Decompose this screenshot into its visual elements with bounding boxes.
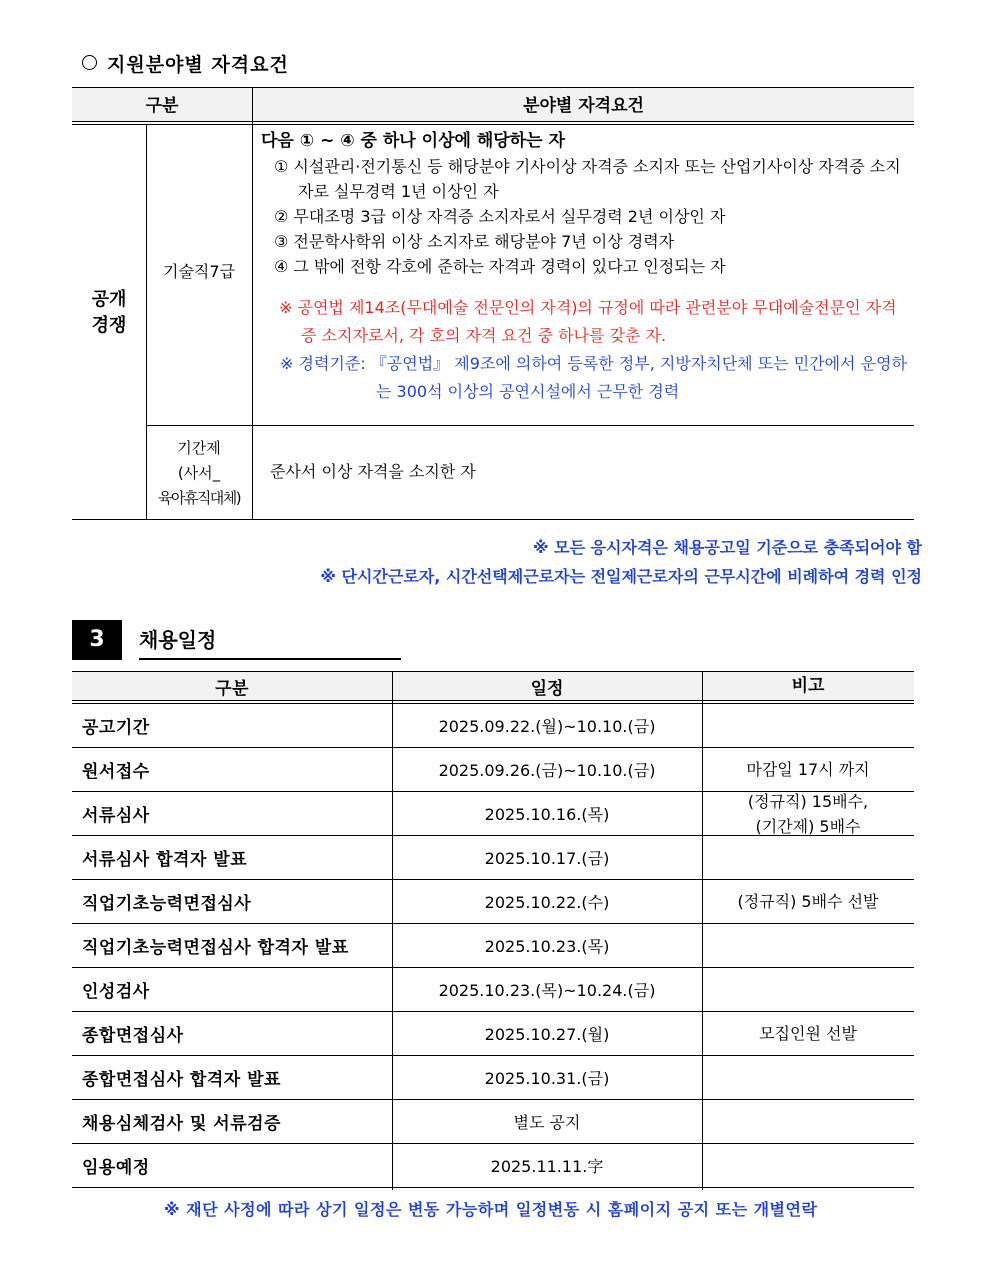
table-row (72, 880, 914, 923)
header-note: 비고 (791, 675, 825, 696)
schedule-date: 2025.10.23.(목) (484, 937, 610, 956)
schedule-item: 임용예정 (82, 1158, 150, 1178)
blue-note: ※ 경력기준: 『공연법』 제9조에 의하여 등록한 정부, 지방자치단체 또는 민간에서 운영하는 300석 이상의 공연시설에서 근무한 경력 (280, 354, 907, 401)
table-row (72, 1056, 914, 1099)
table-row (72, 1012, 914, 1055)
schedule-item: 서류심사 (82, 806, 150, 826)
tech7-requirements: 다음 ① ~ ④ 중 하나 이상에 해당하는 자 ① 시설관리·전기통신 등 해당분야 기사이상 자격증 소지자 또는 산업기사이상 자격증 소지자로 실무경력 1년 이상인 자 ② 무대조명 3급 이상 자격증 소지자로서 실무경력 2년 이상인 자 ③ 전문학사학위 이상 소지자로 해당분야 7년 이상 경력자 ④ 그 밖에 전항 각호에 준하는 자격과 경력이 있다고 인정되는 자 ※ 공연법 제14조(무대예술 전문인의 자격)의 규정에 따라 관련분야 무대예술전문인 자격증 소지자로서, 각 호의 자격 요건 중 하나를 갖춘 자. ※ 경력기준: 『공연법』 제9조에 의하여 등록한 정부, 지방자치단체 또는 민간에서 운영하는 300석 이상의 공연시설에서 근무한 경력 (261, 129, 909, 406)
schedule-date: 2025.10.22.(수) (484, 893, 610, 912)
category-tech7: 기술직7급 (162, 262, 235, 281)
schedule-date: 2025.09.22.(월)~10.10.(금) (438, 717, 656, 736)
schedule-header-row (72, 672, 914, 700)
schedule-item: 공고기간 (82, 718, 150, 738)
schedule-date: 2025.11.11.字 (490, 1157, 604, 1176)
table-row (72, 1100, 914, 1143)
table-row (72, 924, 914, 967)
schedule-date: 2025.10.17.(금) (484, 849, 610, 868)
schedule-item: 채용심체검사 및 서류검증 (82, 1114, 281, 1134)
schedule-note: (정규직) 5배수 선발 (737, 892, 879, 911)
schedule-item: 종합면접심사 (82, 1026, 184, 1046)
red-note: ※ 공연법 제14조(무대예술 전문인의 자격)의 규정에 따라 관련분야 무대예술전문인 자격증 소지자로서, 각 호의 자격 요건 중 하나를 갖춘 자. (279, 298, 897, 345)
category-contract: 기간제 (사서_ 육아휴직대체) (157, 439, 241, 507)
schedule-date: 2025.10.27.(월) (484, 1025, 610, 1044)
schedule-date: 2025.10.23.(목)~10.24.(금) (438, 981, 656, 1000)
table-row (72, 968, 914, 1011)
schedule-footnote: ※ 재단 사정에 따라 상기 일정은 변동 가능하며 일정변동 시 홈페이지 공지 또는 개별연락 (164, 1200, 818, 1219)
header-category: 구분 (145, 96, 179, 116)
schedule-date: 별도 공지 (513, 1113, 581, 1132)
schedule-note: 마감일 17시 까지 (746, 760, 870, 779)
contract-requirement: 준사서 이상 자격을 소지한 자 (270, 462, 476, 481)
schedule-date: 2025.10.31.(금) (484, 1069, 610, 1088)
header-date: 일정 (530, 678, 564, 699)
table-row (72, 792, 914, 835)
schedule-item: 인성검사 (82, 982, 150, 1002)
schedule-item: 직업기초능력면접심사 합격자 발표 (82, 938, 349, 958)
section-number: 3 (72, 620, 122, 660)
table-row (72, 704, 914, 747)
table-row (72, 836, 914, 879)
note-1: ※ 모든 응시자격은 채용공고일 기준으로 충족되어야 함 (532, 538, 922, 557)
schedule-note: 모집인원 선발 (759, 1024, 857, 1043)
schedule-item: 원서접수 (82, 762, 150, 782)
schedule-title: 채용일정 (139, 623, 401, 660)
schedule-item: 서류심사 합격자 발표 (82, 850, 248, 870)
section-title: 지원분야별 자격요건 (82, 50, 289, 77)
group-label: 공개 경쟁 (91, 289, 127, 336)
schedule-item: 종합면접심사 합격자 발표 (82, 1070, 281, 1090)
schedule-date: 2025.09.26.(금)~10.10.(금) (438, 761, 656, 780)
circle-bullet-icon (82, 55, 97, 70)
table-row (72, 748, 914, 791)
header-requirements: 분야별 자격요건 (523, 96, 644, 116)
schedule-item: 직업기초능력면접심사 (82, 894, 252, 914)
table-row (72, 1144, 914, 1187)
schedule-date: 2025.10.16.(목) (484, 805, 610, 824)
schedule-note: (정규직) 15배수, (기간제) 5배수 (747, 791, 869, 836)
header-item: 구분 (215, 678, 249, 699)
note-2: ※ 단시간근로자, 시간선택제근로자는 전일제근로자의 근무시간에 비례하여 경력 인정 (320, 567, 922, 586)
qualification-table (72, 87, 914, 519)
